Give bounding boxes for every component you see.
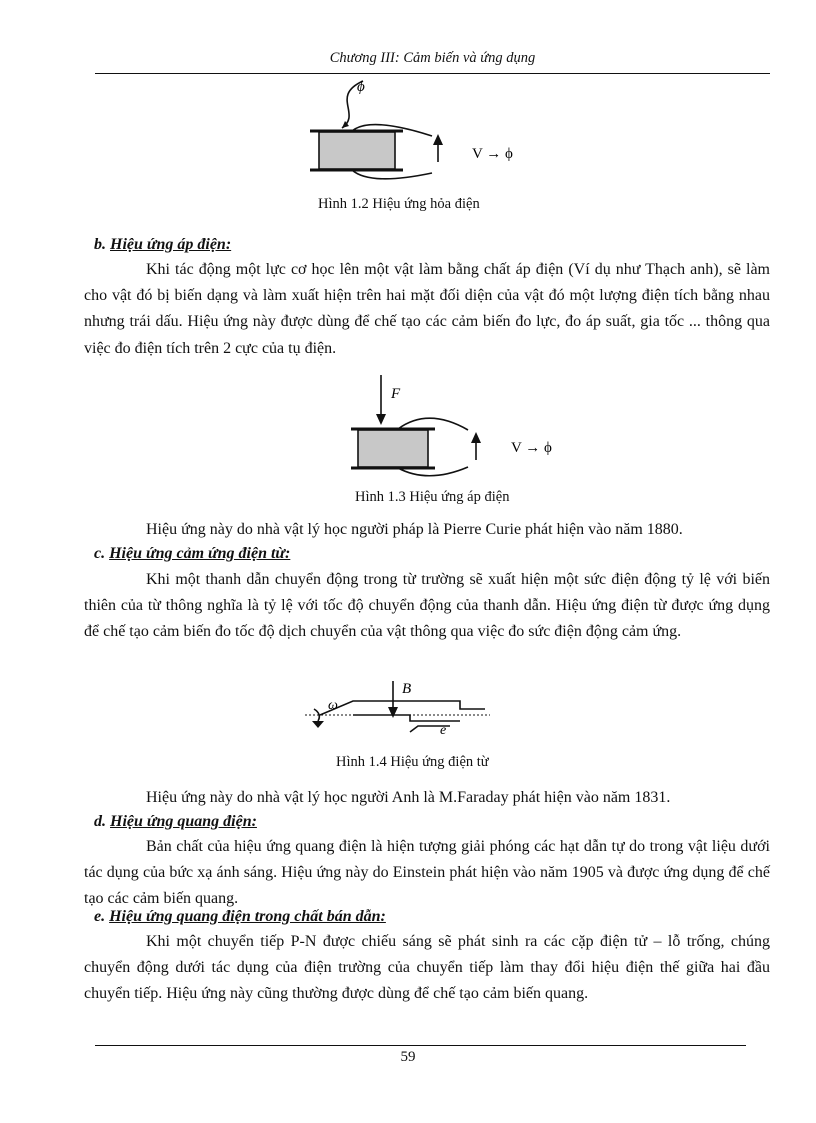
- section-b-note: [84, 517, 770, 543]
- piezoelectric-material: [358, 430, 428, 467]
- field-arrow-head: [388, 707, 398, 718]
- force-label: F: [391, 386, 401, 402]
- section-e-letter: e.: [94, 908, 106, 925]
- header-rule: [95, 73, 770, 74]
- force-arrow-head: [376, 414, 386, 425]
- figure-1-2-caption: Hình 1.2 Hiệu ứng hỏa điện: [318, 196, 480, 212]
- footer-rule: [95, 1045, 746, 1046]
- section-d-paragraph: [84, 834, 770, 913]
- section-c-note-text: Hiệu ứng này do nhà vật lý học người Anh là M.Faraday phát hiện vào năm 1831.: [146, 789, 671, 806]
- figure-1-4-caption: Hình 1.4 Hiệu ứng điện từ: [336, 754, 489, 770]
- section-c-text: Khi một thanh dẫn chuyển động trong từ trường sẽ xuất hiện một sức điện động tỷ lệ với biến thiên của từ thông nghĩa là tỷ lệ với tốc độ chuyển động của thanh dẫn. Hiệu ứng điện từ được ứng dụng để chế tạo cảm biến đo tốc độ dịch chuyển của vật thông qua việc đo sức điện động cảm ứng.: [84, 571, 770, 641]
- section-b-paragraph: [84, 257, 770, 362]
- section-c-heading: [94, 545, 290, 563]
- conductor-top-edge: [320, 701, 485, 715]
- section-b-text: Khi tác động một lực cơ học lên một vật làm bằng chất áp điện (Ví dụ như Thạch anh), sẽ làm cho vật đó bị biến dạng và làm xuất hiện trên hai mặt đối diện của vật đó một lượng điện tích bằng nhau nhưng trái dấu. Hiệu ứng này được dùng để chế tạo các cảm biến đo lực, đo áp suất, gia tốc ... thông qua việc đo điện tích trên 2 cực của tụ điện.: [84, 261, 770, 357]
- figure-1-3-caption: Hình 1.3 Hiệu ứng áp điện: [355, 489, 510, 505]
- section-c-paragraph: [84, 567, 770, 646]
- voltage-arrow-head: [471, 432, 481, 443]
- section-c-title: Hiệu ứng cảm ứng điện từ:: [109, 545, 291, 562]
- section-d-letter: d.: [94, 813, 106, 830]
- omega-label: ω: [328, 698, 338, 713]
- page-number: 59: [400, 1049, 416, 1065]
- section-d-title: Hiệu ứng quang điện:: [110, 813, 257, 830]
- figure-1-2-pyroelectric: [300, 76, 540, 194]
- section-e-title: Hiệu ứng quang điện trong chất bán dẫn:: [109, 908, 386, 925]
- conductor-middle-edge: [353, 715, 460, 721]
- section-e-heading: [94, 908, 386, 926]
- section-d-heading: [94, 813, 257, 831]
- section-b-letter: b.: [94, 236, 106, 253]
- phi-symbol: ϕ: [357, 79, 365, 95]
- section-e-text: Khi một chuyển tiếp P-N được chiếu sáng sẽ phát sinh ra các cặp điện tử – lỗ trống, chúng chuyển động dưới tác dụng của điện trường của chuyển tiếp làm thay đổi hiệu điện thế giữa hai đầu chuyển tiếp. Hiệu ứng này cũng thường được dùng để chế tạo cảm biến quang.: [84, 933, 770, 1003]
- section-c-letter: c.: [94, 545, 106, 562]
- voltage-output-label: V → ϕ: [472, 146, 513, 162]
- section-b-title: Hiệu ứng áp điện:: [110, 236, 232, 253]
- section-e-paragraph: [84, 929, 770, 1008]
- rotation-arrow-head: [312, 721, 324, 728]
- section-c-note: [84, 785, 770, 811]
- field-label: B: [402, 681, 412, 697]
- emf-label: e: [440, 723, 447, 738]
- voltage-output-label: V → ϕ: [511, 440, 552, 456]
- section-b-note-text: Hiệu ứng này do nhà vật lý học người pháp là Pierre Curie phát hiện vào năm 1880.: [146, 521, 683, 538]
- section-b-heading: [94, 236, 231, 254]
- chapter-header: Chương III: Cảm biến và ứng dụng: [329, 50, 536, 66]
- pyroelectric-material: [319, 132, 395, 169]
- voltage-arrow-head: [433, 134, 443, 145]
- section-d-text: Bản chất của hiệu ứng quang điện là hiện tượng giải phóng các hạt dẫn tự do trong vật liệu dưới tác dụng của bức xạ ánh sáng. Hiệu ứng này do Einstein phát hiện vào năm 1905 và được ứng dụng để chế tạo các cảm biến quang.: [84, 838, 770, 908]
- figure-1-3-piezoelectric: [343, 372, 583, 490]
- figure-1-4-electromagnetic: [300, 676, 500, 742]
